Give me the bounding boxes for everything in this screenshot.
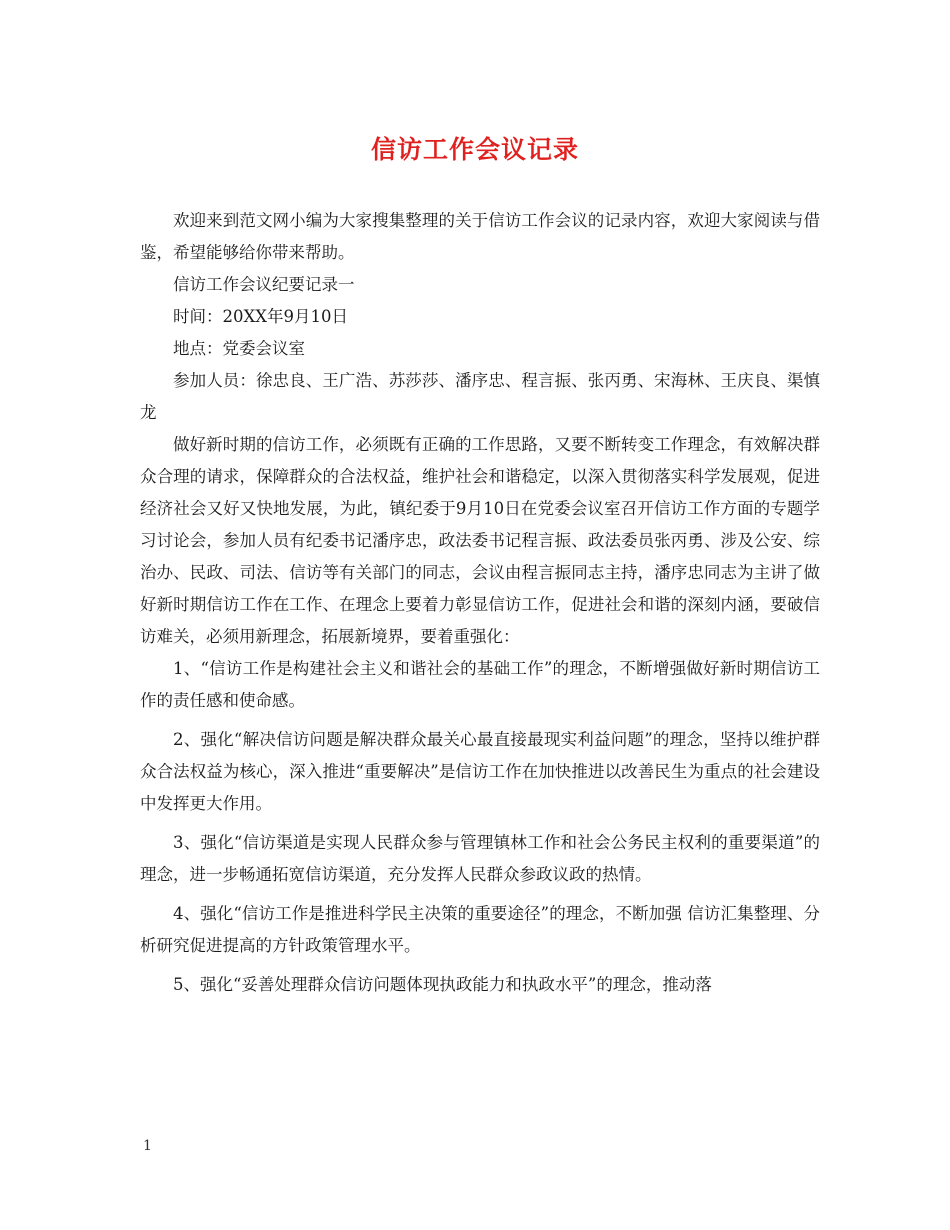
intro-paragraph: 欢迎来到范文网小编为大家搜集整理的关于信访工作会议的记录内容，欢迎大家阅读与借鉴，希望能够给你带来帮助。: [140, 211, 820, 262]
section-heading: 信访工作会议纪要记录一: [173, 275, 355, 294]
list-item-1: 1、“信访工作是构建社会主义和谐社会的基础工作”的理念，不断增强做好新时期信访工作的责任感和使命感。: [140, 659, 820, 710]
page-number: 1: [143, 1138, 152, 1154]
meeting-attendees: 参加人员：徐忠良、王广浩、苏莎莎、潘序忠、程言振、张丙勇、宋海林、王庆良、渠慎龙: [140, 371, 820, 422]
document-title: 信访工作会议记录: [370, 135, 579, 164]
list-item-3: 3、强化“信访渠道是实现人民群众参与管理镇林工作和社会公务民主权利的重要渠道”的理念，进一步畅通拓宽信访渠道，充分发挥人民群众参政议政的热情。: [140, 833, 820, 884]
list-item-4: 4、强化“信访工作是推进科学民主决策的重要途径”的理念，不断加强 信访汇集整理、分析研究促进提高的方针政策管理水平。: [140, 904, 820, 955]
meeting-location: 地点：党委会议室: [173, 339, 305, 358]
document-body: [140, 205, 820, 1001]
list-item-5: 5、强化“妥善处理群众信访问题体现执政能力和执政水平”的理念，推动落: [173, 975, 712, 994]
main-paragraph: 做好新时期的信访工作，必须既有正确的工作思路，又要不断转变工作理念，有效解决群众合理的请求，保障群众的合法权益，维护社会和谐稳定，以深入贯彻落实科学发展观，促进经济社会又好又快地发展，为此，镇纪委于9月10日在党委会议室召开信访工作方面的专题学习讨论会，参加人员有纪委书记潘序忠，政法委书记程言振、政法委员张丙勇、涉及公安、综治办、民政、司法、信访等有关部门的同志，会议由程言振同志主持，潘序忠同志为主讲了做好新时期信访工作在工作、在理念上要着力彰显信访工作，促进社会和谐的深刻内涵，要破信访难关，必须用新理念，拓展新境界，要着重强化：: [140, 435, 820, 646]
list-item-2: 2、强化“解决信访问题是解决群众最关心最直接最现实利益问题”的理念，坚持以维护群众合法权益为核心，深入推进“重要解决”是信访工作在加快推进以改善民生为重点的社会建设中发挥更大作用。: [140, 730, 820, 813]
meeting-time: 时间：20XX年9月10日: [173, 307, 348, 326]
